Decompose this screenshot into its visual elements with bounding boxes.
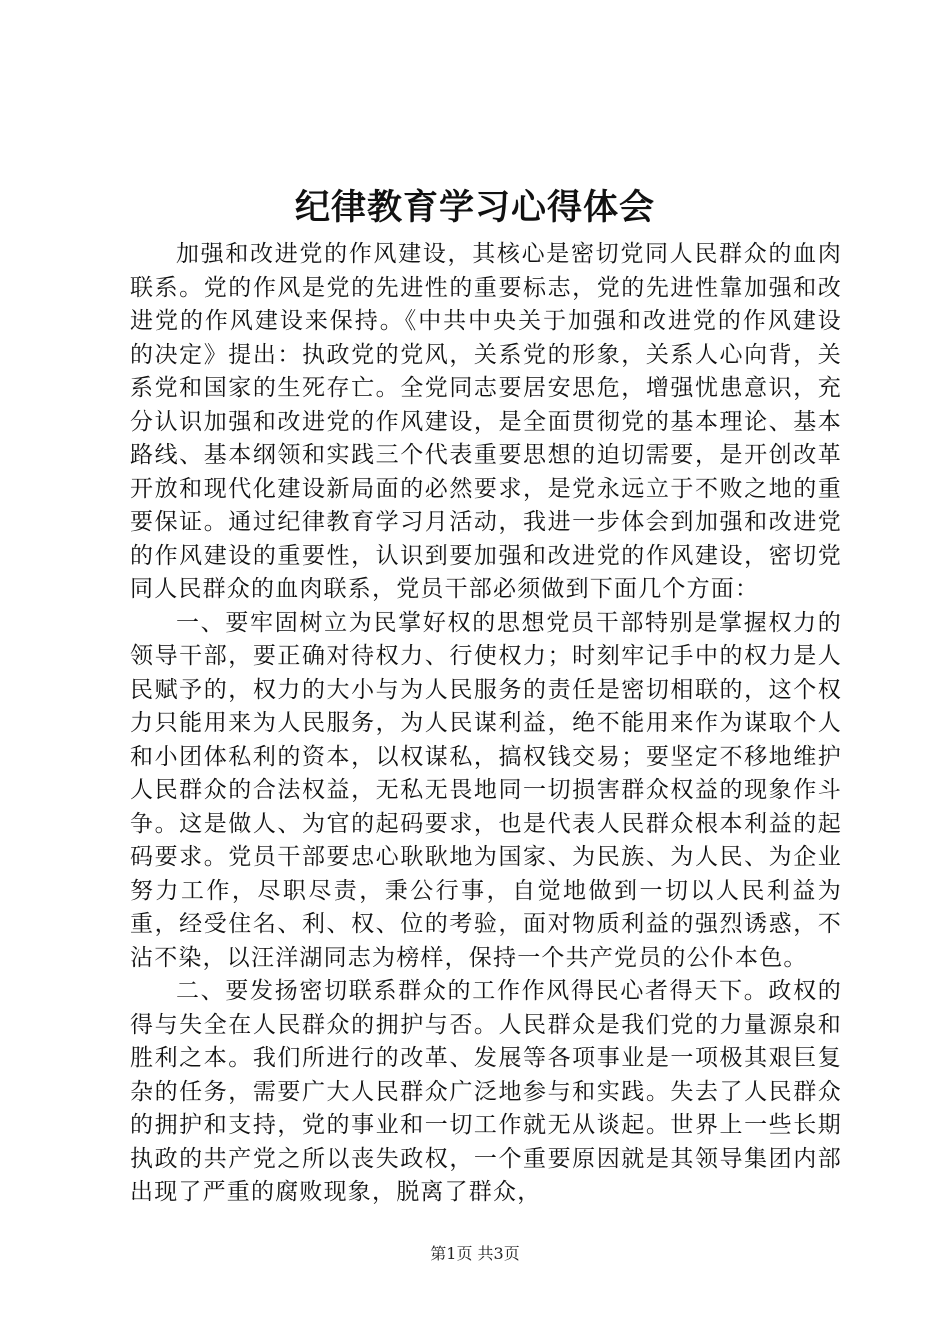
paragraph-point-one: 一、要牢固树立为民掌好权的思想党员干部特别是掌握权力的领导干部，要正确对待权力、行使权力；时刻牢记手中的权力是人民赋予的，权力的大小与为人民服务的责任是密切相联的，这个权力只能用来为人民服务，为人民谋利益，绝不能用来作为谋取个人和小团体私利的资本，以权谋私，搞权钱交易；要坚定不移地维护人民群众的合法权益，无私无畏地同一切损害群众权益的现象作斗争。这是做人、为官的起码要求，也是代表人民群众根本利益的起码要求。党员干部要忠心耿耿地为国家、为民族、为人民、为企业努力工作，尽职尽责，秉公行事，自觉地做到一切以人民利益为重，经受住名、利、权、位的考验，面对物质利益的强烈诱惑，不沾不染，以汪洋湖同志为榜样，保持一个共产党员的公仆本色。 [130, 609, 842, 971]
page-title: 纪律教育学习心得体会 [294, 188, 655, 228]
page-number-footer: 第1页 共3页 [430, 1244, 520, 1263]
paragraph-point-two: 二、要发扬密切联系群众的工作作风得民心者得天下。政权的得与失全在人民群众的拥护与否。人民群众是我们党的力量源泉和胜利之本。我们所进行的改革、发展等各项事业是一项极其艰巨复杂的任务，需要广大人民群众广泛地参与和实践。失去了人民群众的拥护和支持，党的事业和一切工作就无从谈起。世界上一些长期执政的共产党之所以丧失政权，一个重要原因就是其领导集团内部出现了严重的腐败现象，脱离了群众， [130, 978, 842, 1205]
paragraph-intro: 加强和改进党的作风建设，其核心是密切党同人民群众的血肉联系。党的作风是党的先进性的重要标志，党的先进性靠加强和改进党的作风建设来保持。《中共中央关于加强和改进党的作风建设的决定》提出：执政党的党风，关系党的形象，关系人心向背，关系党和国家的生死存亡。全党同志要居安思危，增强忧患意识，充分认识加强和改进党的作风建设，是全面贯彻党的基本理论、基本路线、基本纲领和实践三个代表重要思想的迫切需要，是开创改革开放和现代化建设新局面的必然要求，是党永远立于不败之地的重要保证。通过纪律教育学习月活动，我进一步体会到加强和改进党的作风建设的重要性，认识到要加强和改进党的作风建设，密切党同人民群众的血肉联系，党员干部必须做到下面几个方面： [130, 241, 842, 602]
document-body [130, 238, 842, 1210]
